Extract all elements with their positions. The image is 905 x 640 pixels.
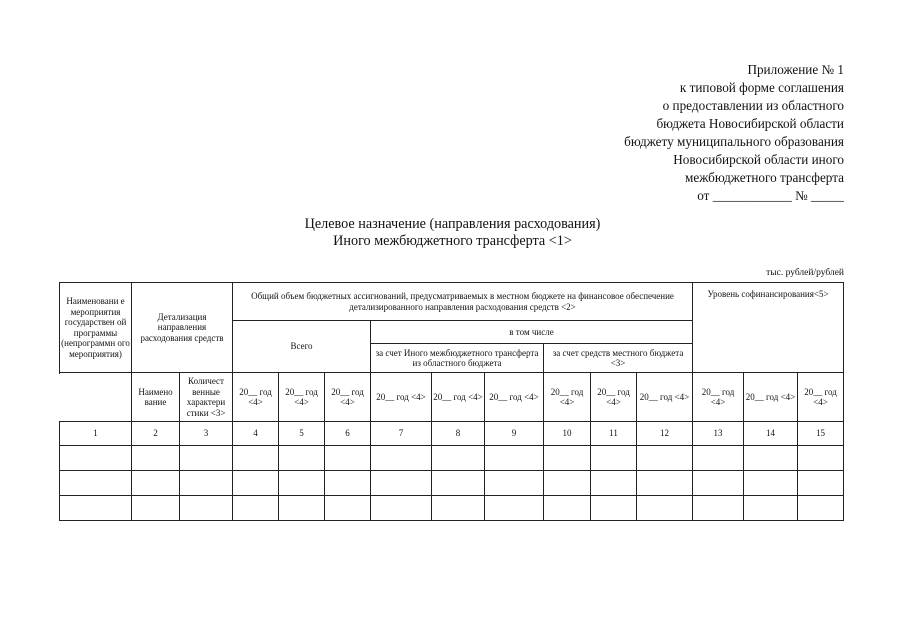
table-row [60, 446, 844, 471]
column-number: 11 [591, 422, 637, 446]
table-cell[interactable] [798, 496, 844, 521]
table-cell[interactable] [325, 446, 371, 471]
header-year: 20__ год <4> [325, 373, 371, 422]
appendix-line: межбюджетного трансферта [685, 170, 844, 185]
column-number: 7 [371, 422, 432, 446]
header-year: 20__ год <4> [798, 373, 844, 422]
table-cell[interactable] [693, 496, 744, 521]
column-number: 15 [798, 422, 844, 446]
table-cell[interactable] [325, 496, 371, 521]
table-cell[interactable] [60, 471, 132, 496]
column-number: 2 [132, 422, 180, 446]
header-name: Наимено вание [132, 373, 180, 422]
header-vsego: Всего [233, 321, 371, 373]
table-row [60, 471, 844, 496]
table-cell[interactable] [371, 446, 432, 471]
allocation-table [59, 282, 844, 521]
appendix-header [624, 61, 844, 205]
appendix-line: Новосибирской области иного [673, 152, 844, 167]
table-cell[interactable] [180, 446, 233, 471]
table-cell[interactable] [432, 496, 485, 521]
header-year: 20__ год <4> [544, 373, 591, 422]
table-cell[interactable] [485, 446, 544, 471]
column-number: 3 [180, 422, 233, 446]
header-year: 20__ год <4> [279, 373, 325, 422]
table-cell[interactable] [279, 446, 325, 471]
table-cell[interactable] [233, 446, 279, 471]
table-row [60, 496, 844, 521]
table-cell[interactable] [544, 446, 591, 471]
table-cell[interactable] [591, 446, 637, 471]
table-cell[interactable] [233, 496, 279, 521]
table-cell[interactable] [544, 471, 591, 496]
appendix-line: о предоставлении из областного [662, 98, 844, 113]
column-number: 5 [279, 422, 325, 446]
column-number: 10 [544, 422, 591, 446]
table-cell[interactable] [60, 446, 132, 471]
table-cell[interactable] [744, 496, 798, 521]
appendix-line: бюджета Новосибирской области [656, 116, 844, 131]
table-cell[interactable] [591, 471, 637, 496]
table-cell[interactable] [637, 471, 693, 496]
header-including: в том числе [371, 321, 693, 344]
table-cell[interactable] [371, 471, 432, 496]
table-cell[interactable] [132, 471, 180, 496]
header-cofinancing: Уровень софинансирования<5> [693, 283, 844, 373]
column-number: 1 [60, 422, 132, 446]
header-quantity: Количест венные характери стики <3> [180, 373, 233, 422]
header-year: 20__ год <4> [485, 373, 544, 422]
table-cell[interactable] [637, 446, 693, 471]
header-year: 20__ год <4> [637, 373, 693, 422]
table-cell[interactable] [60, 496, 132, 521]
table-cell[interactable] [544, 496, 591, 521]
appendix-line: бюджету муниципального образования [624, 134, 844, 149]
header-year: 20__ год <4> [591, 373, 637, 422]
header-event-name: Наименовани е мероприятия государствен ой программы (непрограммн ого мероприятия) [60, 283, 132, 373]
table-cell[interactable] [371, 496, 432, 521]
table-cell[interactable] [279, 471, 325, 496]
header-year: 20__ год <4> [744, 373, 798, 422]
table-cell[interactable] [180, 471, 233, 496]
table-cell[interactable] [432, 471, 485, 496]
table-cell[interactable] [325, 471, 371, 496]
appendix-line: Приложение № 1 [747, 62, 844, 77]
header-year: 20__ год <4> [693, 373, 744, 422]
appendix-line: от ____________ № _____ [697, 188, 844, 203]
column-number: 13 [693, 422, 744, 446]
header-from-local: за счет средств местного бюджета <3> [544, 344, 693, 373]
header-total-volume: Общий объем бюджетных ассигнований, предусматриваемых в местном бюджете на финансовое обеспечение детализированного направления расходования средств <2> [233, 283, 693, 321]
header-year: 20__ год <4> [371, 373, 432, 422]
table-cell[interactable] [744, 471, 798, 496]
table-cell[interactable] [693, 471, 744, 496]
table-cell[interactable] [637, 496, 693, 521]
table-cell[interactable] [485, 471, 544, 496]
table-cell[interactable] [432, 446, 485, 471]
table-cell[interactable] [279, 496, 325, 521]
column-number-row [60, 422, 844, 446]
header-detail: Детализация направления расходования средств [132, 283, 233, 373]
column-number: 12 [637, 422, 693, 446]
column-number: 9 [485, 422, 544, 446]
title-line-2: Иного межбюджетного трансферта <1> [333, 233, 572, 249]
appendix-line: к типовой форме соглашения [679, 80, 844, 95]
header-year: 20__ год <4> [432, 373, 485, 422]
table-cell[interactable] [591, 496, 637, 521]
header-from-transfer: за счет Иного межбюджетного трансферта из областного бюджета [371, 344, 544, 373]
table-cell[interactable] [693, 446, 744, 471]
column-number: 4 [233, 422, 279, 446]
table-cell[interactable] [798, 471, 844, 496]
title-line-1: Целевое назначение (направления расходования) [304, 216, 601, 232]
header-year: 20__ год <4> [233, 373, 279, 422]
column-number: 8 [432, 422, 485, 446]
column-number: 14 [744, 422, 798, 446]
table-cell[interactable] [744, 446, 798, 471]
document-title [0, 216, 905, 250]
table-cell[interactable] [180, 496, 233, 521]
units-label: тыс. рублей/рублей [766, 268, 844, 278]
table-cell[interactable] [132, 446, 180, 471]
table-cell[interactable] [233, 471, 279, 496]
table-cell[interactable] [132, 496, 180, 521]
table-cell[interactable] [798, 446, 844, 471]
table-cell[interactable] [485, 496, 544, 521]
column-number: 6 [325, 422, 371, 446]
